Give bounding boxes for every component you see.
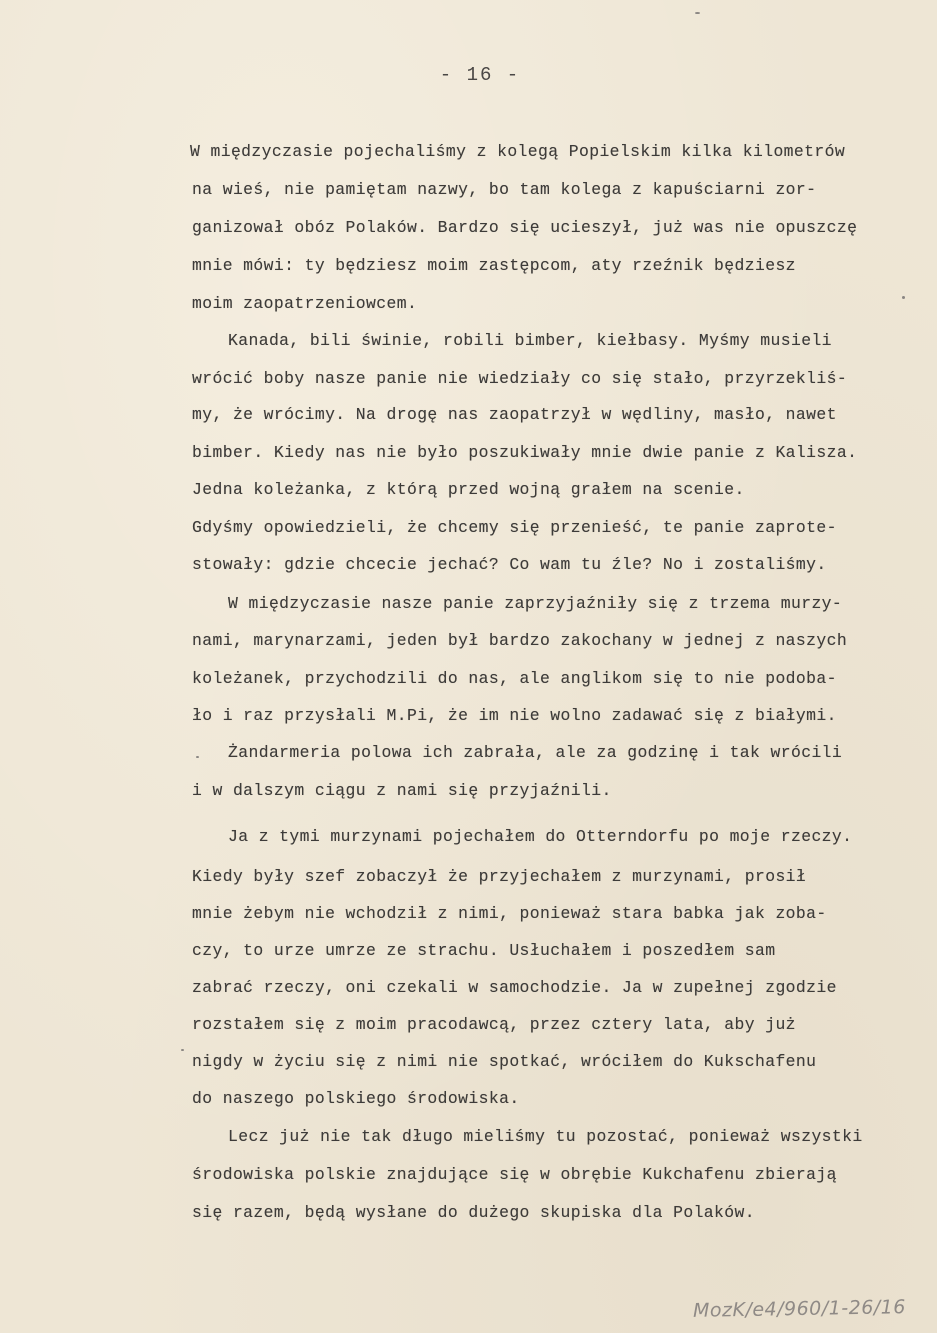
- text-line: zabrać rzeczy, oni czekali w samochodzie. Ja w zupełnej zgodzie: [192, 978, 837, 997]
- text-line: środowiska polskie znajdujące się w obrębie Kukchafenu zbierają: [192, 1165, 837, 1184]
- paper-speck: [181, 1049, 184, 1051]
- text-line: W międzyczasie pojechaliśmy z kolegą Popielskim kilka kilometrów: [190, 142, 846, 161]
- text-line: Gdyśmy opowiedzieli, że chcemy się przenieść, te panie zaprote-: [192, 518, 837, 537]
- text-line: Ja z tymi murzynami pojechałem do Otterndorfu po moje rzeczy.: [228, 827, 853, 846]
- text-line: ganizował obóz Polaków. Bardzo się ucieszył, już was nie opuszczę: [192, 218, 858, 237]
- text-line: do naszego polskiego środowiska.: [192, 1089, 520, 1108]
- text-line: ło i raz przysłali M.Pi, że im nie wolno zadawać się z białymi.: [192, 706, 837, 725]
- text-line: i w dalszym ciągu z nami się przyjaźnili.: [192, 781, 612, 800]
- text-line: koleżanek, przychodzili do nas, ale anglikom się to nie podoba-: [192, 669, 837, 688]
- text-line: rozstałem się z moim pracodawcą, przez cztery lata, aby już: [192, 1015, 796, 1034]
- text-line: W międzyczasie nasze panie zaprzyjaźniły się z trzema murzy-: [228, 594, 843, 613]
- paper-speck: [196, 756, 199, 758]
- paper-speck: [695, 12, 700, 14]
- text-line: stowały: gdzie chcecie jechać? Co wam tu źle? No i zostaliśmy.: [192, 555, 827, 574]
- text-line: mnie mówi: ty będziesz moim zastępcom, aty rzeźnik będziesz: [192, 256, 796, 275]
- text-line: Jedna koleżanka, z którą przed wojną grałem na scenie.: [192, 480, 745, 499]
- page-number: - 16 -: [439, 64, 521, 86]
- text-line: nigdy w życiu się z nimi nie spotkać, wróciłem do Kukschafenu: [192, 1052, 817, 1071]
- paper-speck: [902, 296, 905, 299]
- text-line: Lecz już nie tak długo mieliśmy tu pozostać, ponieważ wszystki: [228, 1127, 863, 1146]
- text-line: się razem, będą wysłane do dużego skupiska dla Polaków.: [192, 1203, 755, 1222]
- text-line: my, że wrócimy. Na drogę nas zaopatrzył w wędliny, masło, nawet: [192, 405, 837, 424]
- text-line: mnie żebym nie wchodził z nimi, ponieważ stara babka jak zoba-: [192, 904, 827, 923]
- text-line: czy, to urze umrze ze strachu. Usłuchałem i poszedłem sam: [192, 941, 776, 960]
- text-line: Kiedy były szef zobaczył że przyjechałem z murzynami, prosił: [192, 867, 807, 886]
- text-line: nami, marynarzami, jeden był bardzo zakochany w jednej z naszych: [192, 631, 848, 650]
- text-line: bimber. Kiedy nas nie było poszukiwały mnie dwie panie z Kalisza.: [192, 443, 858, 462]
- text-line: na wieś, nie pamiętam nazwy, bo tam kolega z kapuściarni zor-: [192, 180, 817, 199]
- text-line: Żandarmeria polowa ich zabrała, ale za godzinę i tak wrócili: [228, 743, 843, 762]
- text-line: wrócić boby nasze panie nie wiedziały co się stało, przyrzekliś-: [192, 369, 848, 388]
- text-line: Kanada, bili świnie, robili bimber, kiełbasy. Myśmy musieli: [228, 331, 832, 350]
- text-line: moim zaopatrzeniowcem.: [192, 294, 418, 313]
- archive-signature: MozK/e4/960/1-26/16: [692, 1296, 907, 1322]
